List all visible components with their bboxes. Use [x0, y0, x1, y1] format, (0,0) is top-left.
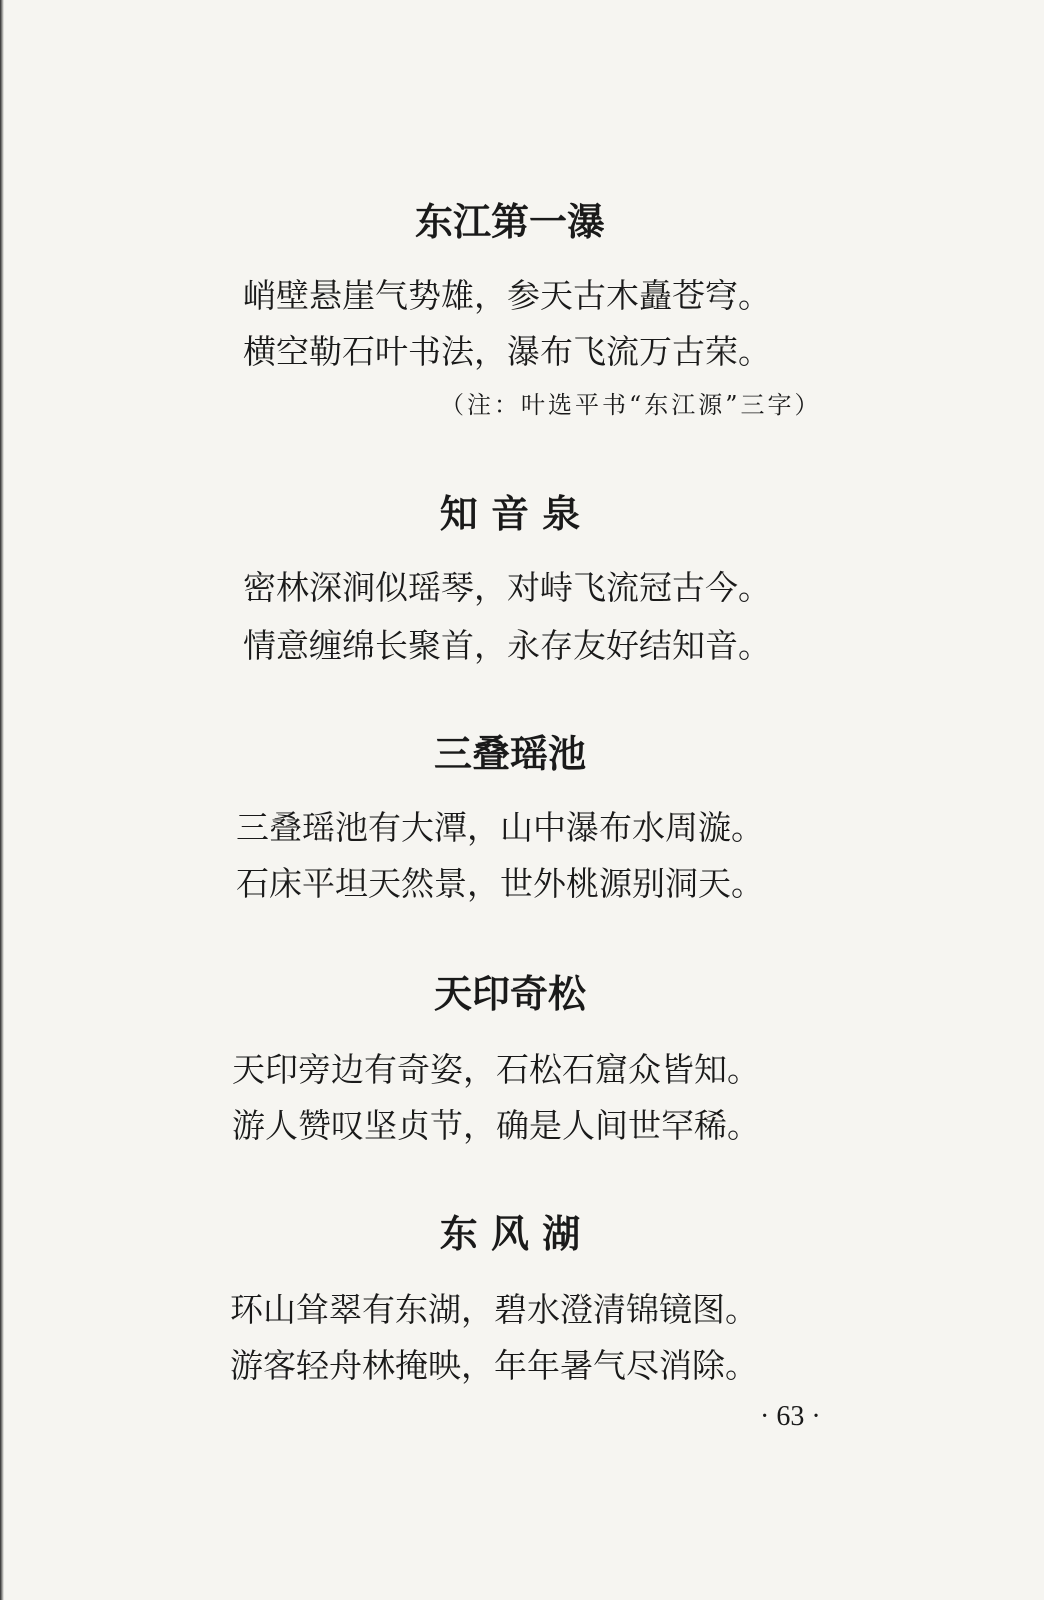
poem-line: 横空勒石叶书法，瀑布飞流万古荣。 — [243, 332, 771, 371]
poem-line: 游客轻舟林掩映，年年暑气尽消除。 — [230, 1346, 758, 1385]
poem-title: 东 风 湖 — [439, 1212, 581, 1256]
poem-title: 知 音 泉 — [439, 492, 581, 536]
poem-line: 峭壁悬崖气势雄，参天古木矗苍穹。 — [243, 276, 771, 315]
poem-note: （注：叶选平书“东江源”三字） — [440, 391, 822, 419]
poem-title: 三叠瑶池 — [433, 732, 586, 776]
poem-title: 东江第一瀑 — [414, 200, 605, 244]
poem-line: 石床平坦天然景，世外桃源别洞天。 — [236, 864, 764, 903]
poem-title: 天印奇松 — [433, 972, 586, 1016]
poem-line: 游人赞叹坚贞节，确是人间世罕稀。 — [232, 1106, 760, 1145]
poem-line: 三叠瑶池有大潭，山中瀑布水周漩。 — [236, 808, 764, 847]
poem-line: 密林深涧似瑶琴，对峙飞流冠古今。 — [243, 568, 771, 607]
poem-line: 环山耸翠有东湖，碧水澄清锦镜图。 — [230, 1290, 758, 1329]
poem-line: 情意缠绵长聚首，永存友好结知音。 — [243, 626, 771, 665]
poem-line: 天印旁边有奇姿，石松石窟众皆知。 — [232, 1050, 760, 1089]
page-number: · 63 · — [760, 1401, 821, 1432]
